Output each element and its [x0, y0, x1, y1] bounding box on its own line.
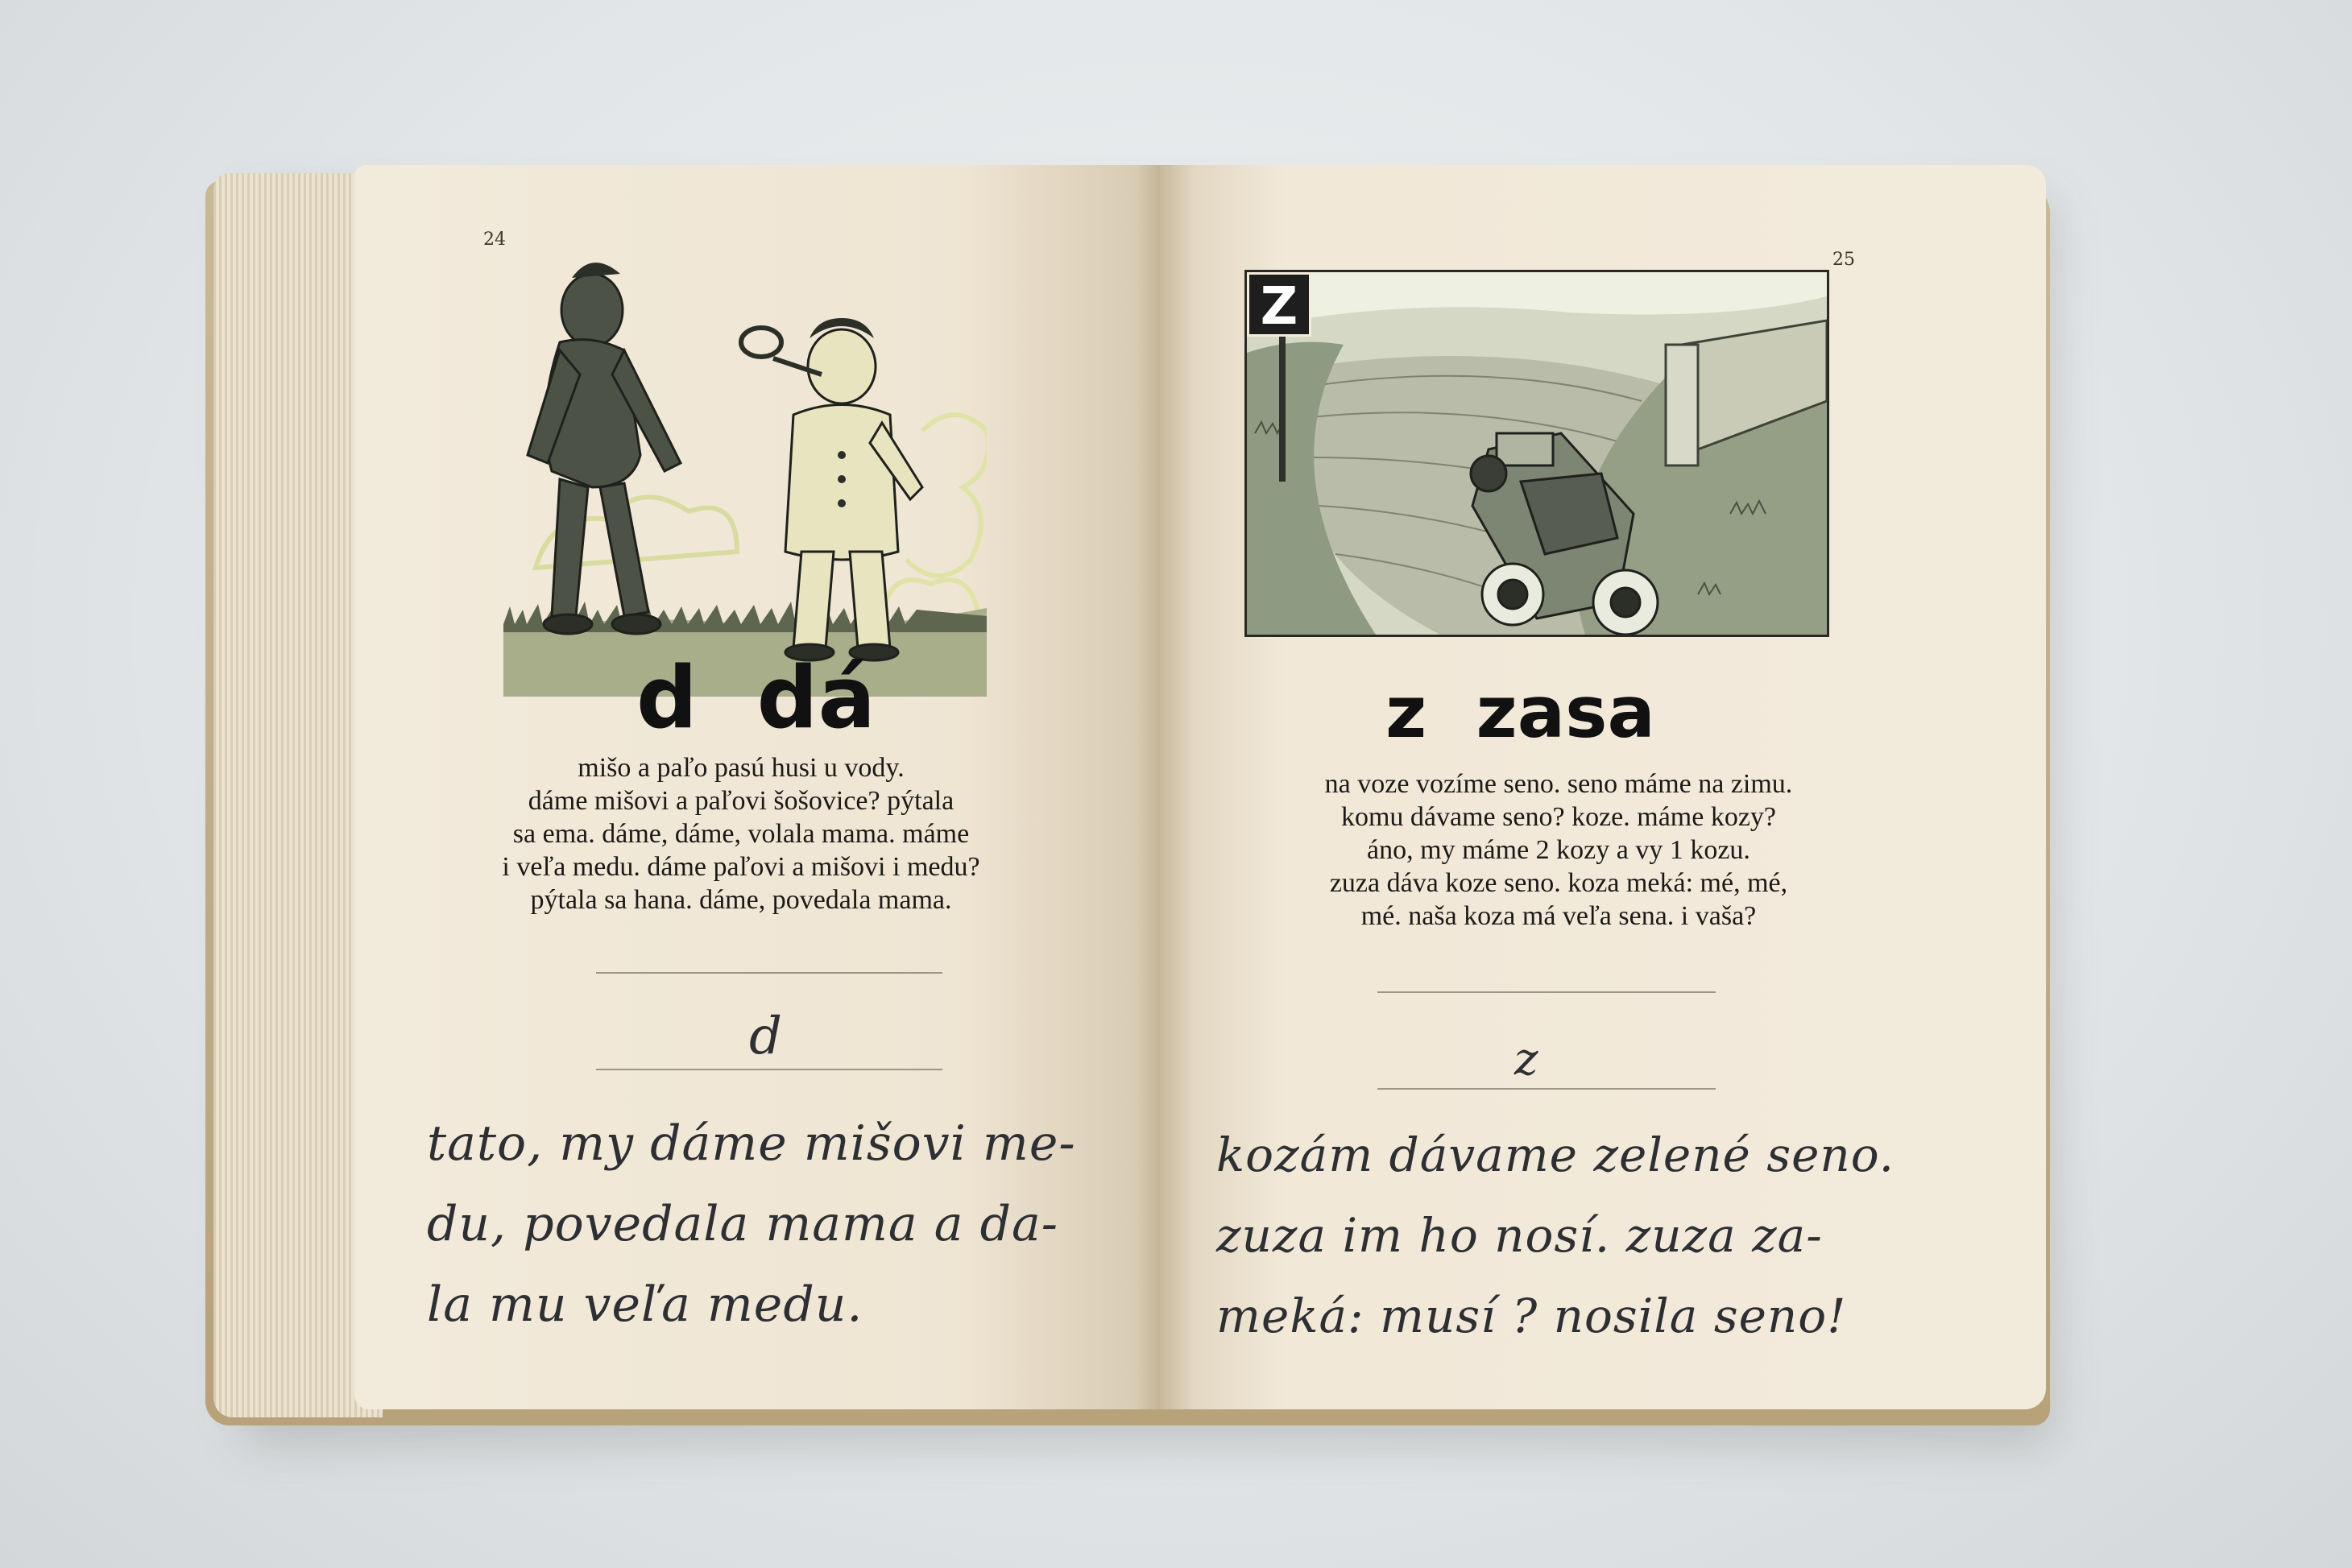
cursive-line: kozám dávame zelené seno.: [1216, 1127, 1895, 1182]
text-line: sa ema. dáme, dáme, volala mama. máme: [512, 819, 970, 849]
cursive-line: tato, my dáme mišovi me-: [427, 1115, 1076, 1172]
right-page: [1160, 165, 2046, 1409]
left-paragraph: [411, 751, 1071, 916]
text-line: zuza dáva koze seno. koza meká: mé, mé,: [1329, 868, 1788, 898]
boys-illustration: [503, 246, 987, 697]
cursive-line: la mu veľa medu.: [427, 1276, 863, 1333]
car-drawing: [1247, 272, 1827, 635]
page-number-right: 25: [1832, 250, 1855, 270]
text-line: i veľa medu. dáme paľovi a mišovi i medu?: [502, 852, 980, 882]
right-heading: z zasa: [1385, 671, 1655, 754]
left-page: [354, 165, 1160, 1409]
practice-letter-left: d: [749, 1007, 783, 1066]
text-line: pýtala sa hana. dáme, povedala mama.: [530, 885, 952, 915]
writing-line: [596, 1069, 942, 1070]
right-paragraph: [1212, 767, 1905, 933]
writing-line: [1377, 1088, 1716, 1090]
cursive-line: zuza im ho nosí. zuza za-: [1216, 1208, 1823, 1263]
text-line: áno, my máme 2 kozy a vy 1 kozu.: [1367, 835, 1750, 865]
cursive-line: meká: musí ? nosila seno!: [1216, 1289, 1847, 1343]
text-line: mé. naša koza má veľa sena. i vaša?: [1360, 901, 1757, 931]
practice-letter-right: z: [1514, 1033, 1539, 1086]
left-heading: d dá: [636, 648, 876, 747]
divider-rule: [596, 972, 942, 974]
cursive-line: du, povedala mama a da-: [427, 1196, 1059, 1252]
page-number-left: 24: [483, 230, 506, 250]
text-line: dáme mišovi a paľovi šošovice? pýtala: [528, 786, 954, 816]
text-line: mišo a paľo pasú husi u vody.: [578, 753, 905, 783]
divider-rule: [1377, 991, 1716, 993]
boys-drawing: [503, 246, 987, 697]
z-sign-icon: Z: [1247, 272, 1311, 337]
car-illustration: [1244, 270, 1829, 637]
text-line: komu dávame seno? koze. máme kozy?: [1340, 802, 1776, 832]
text-line: na voze vozíme seno. seno máme na zimu.: [1324, 769, 1793, 799]
